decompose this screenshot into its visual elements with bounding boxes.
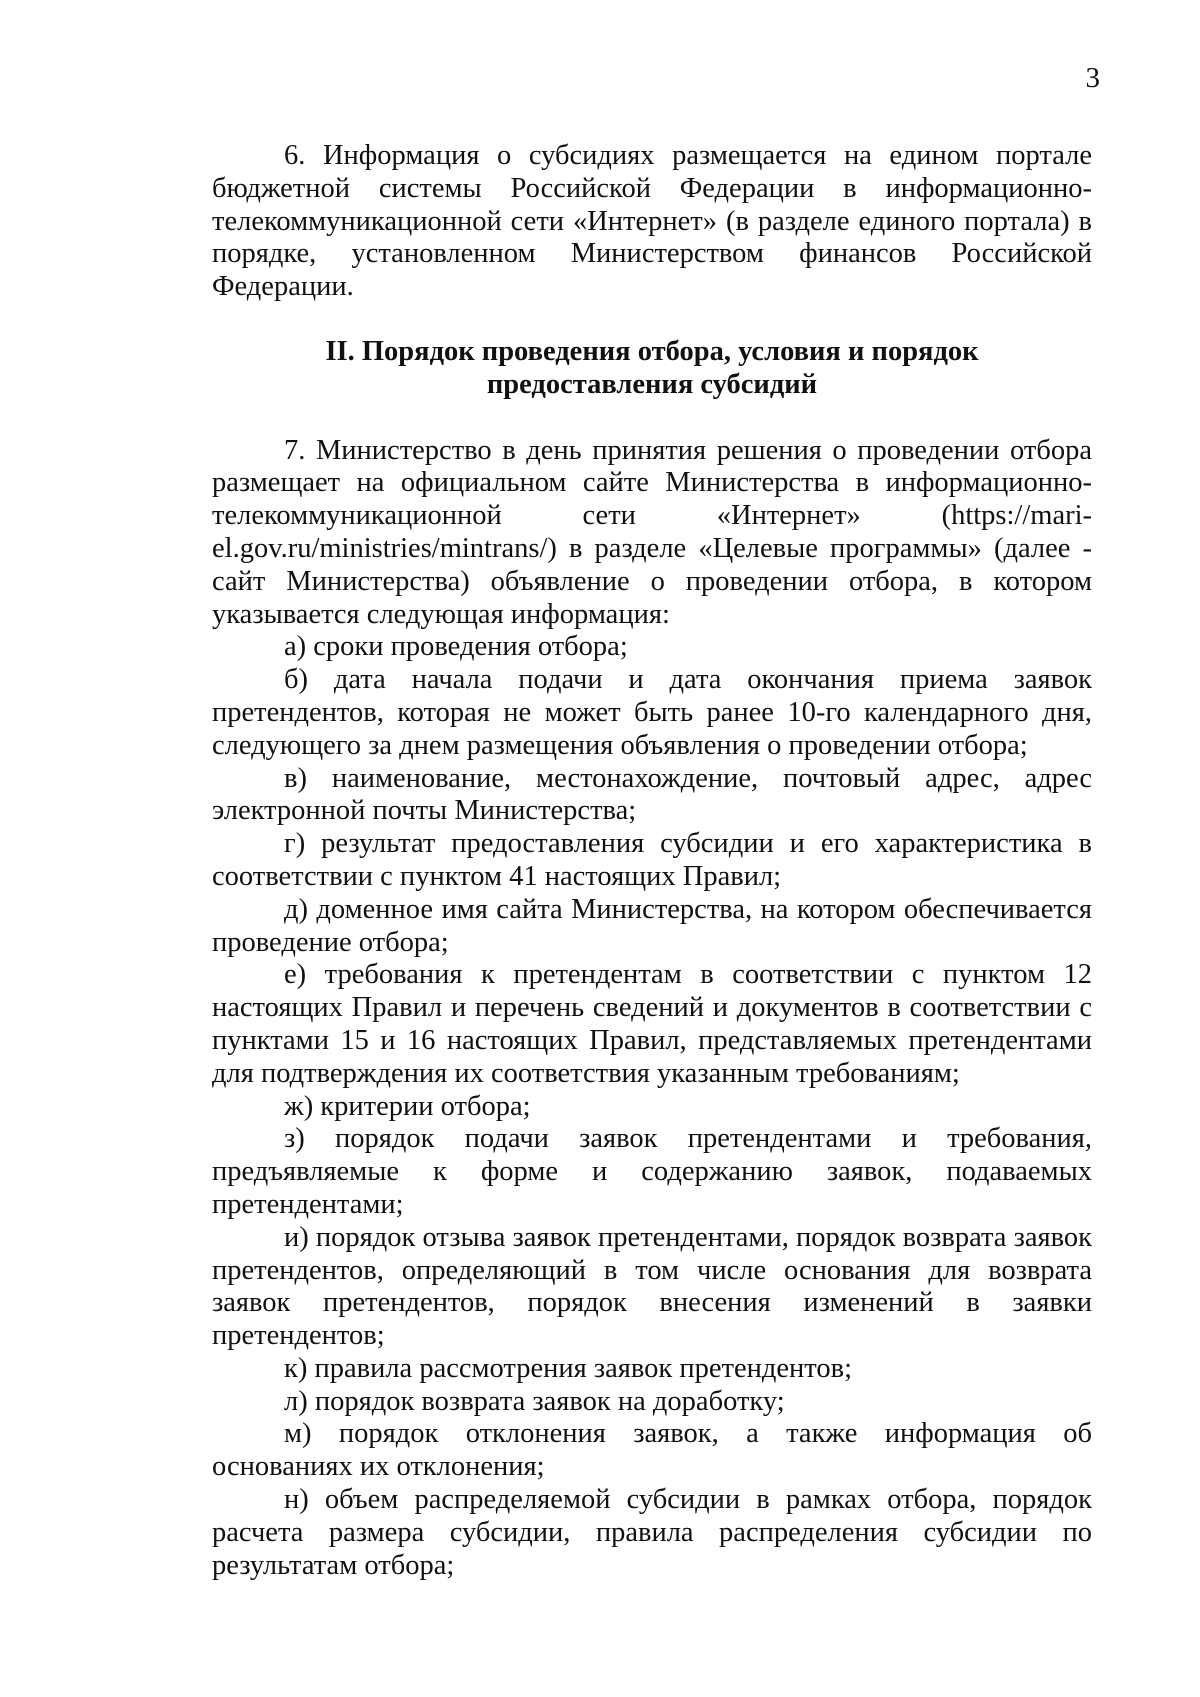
list-item-e: е) требования к претендентам в соответствии с пунктом 12 настоящих Правил и перечень сведений и документов в соответствии с пунктами 15 и 16 настоящих Правил, представляемых претендентами для подтверждения их соответствия указанным требованиям;	[212, 959, 1092, 1089]
section-heading-line-1: II. Порядок проведения отбора, условия и порядок	[325, 335, 979, 367]
list-item-k: к) правила рассмотрения заявок претендентов;	[284, 1352, 852, 1384]
paragraph-7: 7. Министерство в день принятия решения о проведении отбора размещает на официальном сайте Министерства в информационно-телекоммуникационной сети «Интернет» (https://mari-el.gov.ru/ministries/mintrans/) в разделе «Целевые программы» (далее - сайт Министерства) объявление о проведении отбора, в котором указывается следующая информация:	[212, 434, 1092, 630]
list-item-g: г) результат предоставления субсидии и его характеристика в соответствии с пунктом 41 настоящих Правил;	[212, 828, 1092, 892]
list-item-i: и) порядок отзыва заявок претендентами, порядок возврата заявок претендентов, определяющий в том числе основания для возврата заявок претендентов, порядок внесения изменений в заявки претендентов;	[212, 1221, 1092, 1352]
list-item-n: н) объем распределяемой субсидии в рамках отбора, порядок расчета размера субсидии, правила распределения субсидии по результатам отбора;	[212, 1484, 1092, 1581]
paragraph-6: 6. Информация о субсидиях размещается на едином портале бюджетной системы Российской Федерации в информационно-телекоммуникационной сети «Интернет» (в разделе единого портала) в порядке, установленном Министерством финансов Российской Федерации.	[212, 140, 1092, 303]
section-heading	[212, 336, 1092, 402]
list-item-d: д) доменное имя сайта Министерства, на котором обеспечивается проведение отбора;	[212, 893, 1092, 958]
list-item-v: в) наименование, местонахождение, почтовый адрес, адрес электронной почты Министерства;	[212, 762, 1092, 827]
list-item-m: м) порядок отклонения заявок, а также информация об основаниях их отклонения;	[212, 1418, 1092, 1483]
list-item-zh: ж) критерии отбора;	[284, 1090, 531, 1122]
list-item-l: л) порядок возврата заявок на доработку;	[284, 1385, 785, 1417]
list-item-z: з) порядок подачи заявок претендентами и требования, предъявляемые к форме и содержанию заявок, подаваемых претендентами;	[212, 1123, 1092, 1220]
list-item-a: а) сроки проведения отбора;	[284, 631, 628, 663]
list-item-b: б) дата начала подачи и дата окончания приема заявок претендентов, которая не может быть ранее 10-го календарного дня, следующего за днем размещения объявления о проведении отбора;	[212, 664, 1092, 761]
document-body	[212, 140, 1092, 1582]
page-number: 3	[1085, 62, 1100, 94]
section-heading-line-2: предоставления субсидий	[486, 368, 818, 400]
